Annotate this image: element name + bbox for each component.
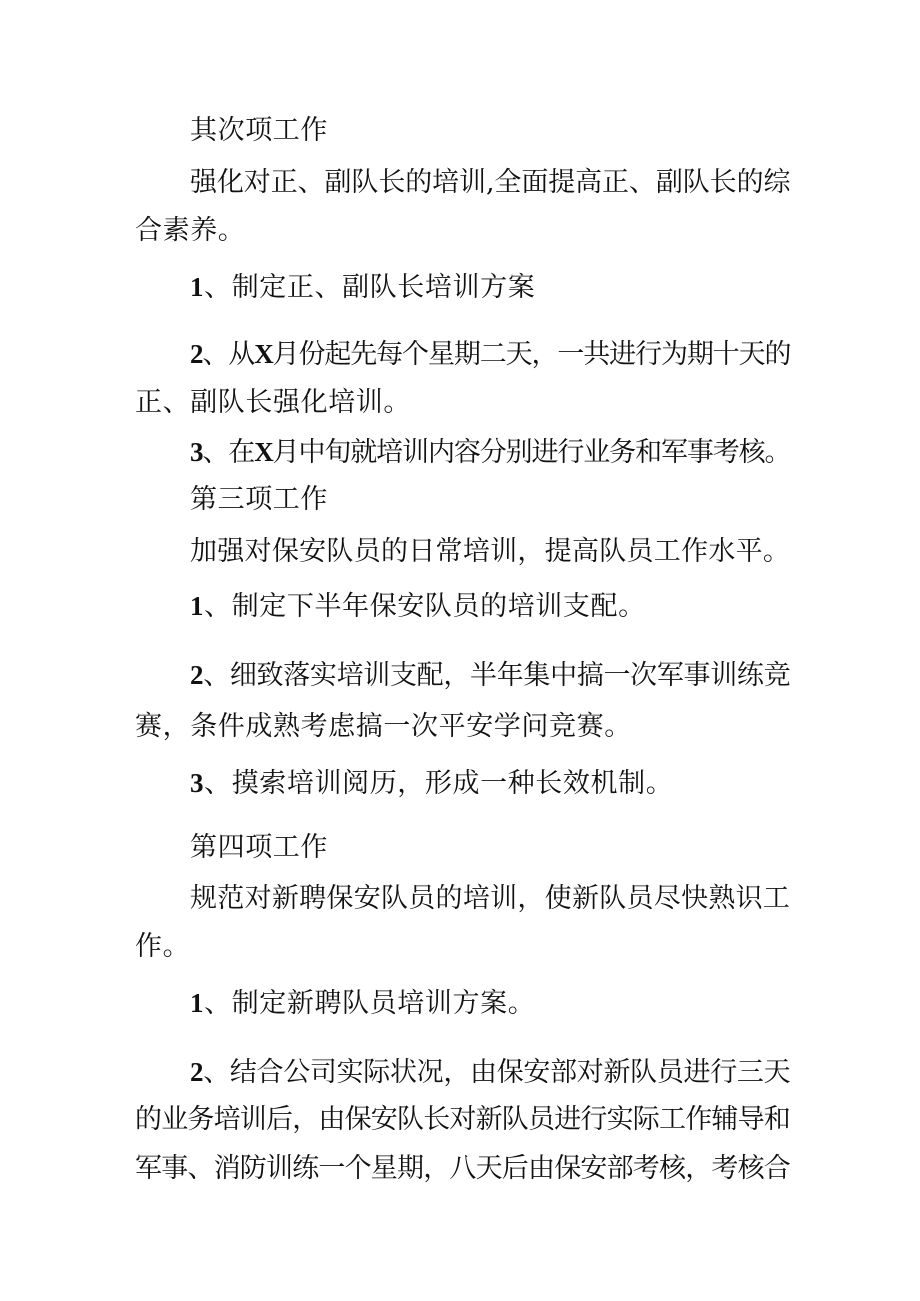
list-item: 3、摸索培训阅历，形成一种长效机制。 bbox=[190, 768, 674, 799]
list-item: 1、制定下半年保安队员的培训支配。 bbox=[190, 591, 646, 622]
paragraph-line: 合素养。 bbox=[135, 215, 246, 246]
paragraph-line: 规范对新聘保安队员的培训，使新队员尽快熟识工 bbox=[190, 883, 791, 914]
list-item: 3、在X月中旬就培训内容分别进行业务和军事考核。 bbox=[190, 437, 791, 468]
paragraph-line: 加强对保安队员的日常培训，提高队员工作水平。 bbox=[190, 536, 791, 567]
list-item: 2、细致落实培训支配，半年集中搞一次军事训练竞 bbox=[190, 660, 791, 691]
list-item-continuation: 赛，条件成熟考虑搞一次平安学问竞赛。 bbox=[135, 711, 632, 742]
list-item-continuation: 军事、消防训练一个星期，八天后由保安部考核，考核合 bbox=[135, 1153, 790, 1184]
paragraph-line: 作。 bbox=[135, 931, 191, 962]
list-item: 2、从X月份起先每个星期二天，一共进行为期十天的 bbox=[190, 339, 791, 370]
section-heading-second: 其次项工作 bbox=[190, 115, 328, 146]
section-heading-fourth: 第四项工作 bbox=[190, 832, 328, 863]
list-item-continuation: 正、副队长强化培训。 bbox=[135, 387, 411, 418]
list-item: 1、制定正、副队长培训方案 bbox=[190, 272, 536, 303]
list-item: 1、制定新聘队员培训方案。 bbox=[190, 988, 536, 1019]
paragraph-line: 强化对正、副队长的培训,全面提高正、副队长的综 bbox=[190, 167, 791, 198]
list-item: 2、结合公司实际状况，由保安部对新队员进行三天 bbox=[190, 1057, 791, 1088]
list-item-continuation: 的业务培训后，由保安队长对新队员进行实际工作辅导和 bbox=[135, 1104, 790, 1135]
section-heading-third: 第三项工作 bbox=[190, 484, 328, 515]
